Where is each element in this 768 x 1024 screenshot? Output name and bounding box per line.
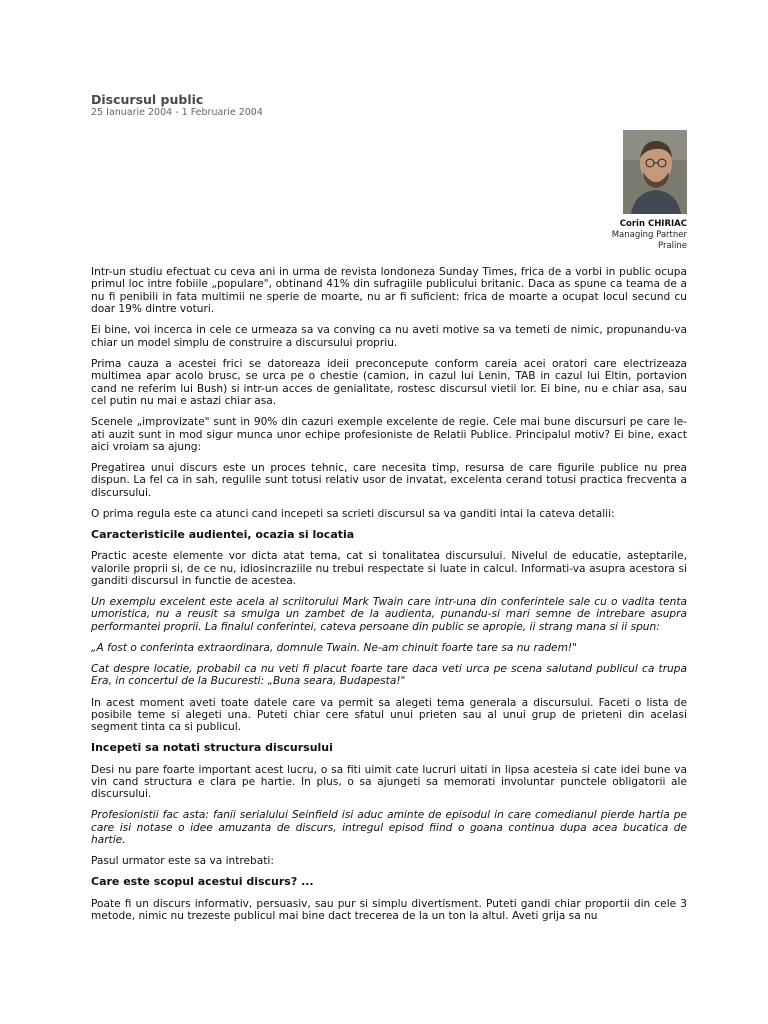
author-name: Corin CHIRIAC: [619, 219, 687, 229]
paragraph: Pasul urmator este sa va intrebati:: [91, 855, 274, 868]
author-company: Praline: [657, 241, 687, 251]
paragraph: Pregatirea unui discurs este un proces tehnic, care necesita timp, resursa de care figurile publice nu prea dispun. La fel ca in sah, regulile sunt totusi relativ usor de invatat, excelenta cerand totusi practica frecventa a discursului.: [91, 462, 687, 499]
paragraph: Ei bine, voi incerca in cele ce urmeaza sa va conving ca nu aveti motive sa va temeti de nimic, propunandu-va chiar un model simplu de construire a discursului propriu.: [91, 324, 687, 349]
section-heading: Care este scopul acestui discurs? ...: [91, 875, 314, 889]
paragraph: Poate fi un discurs informativ, persuasiv, sau pur si simplu divertisment. Puteti gandi chiar proportii din cele 3 metode, nimic nu trezeste publicul mai bine dact trecerea de la un ton la altul. Aveti grija sa nu: [91, 897, 687, 922]
paragraph: Intr-un studiu efectuat cu ceva ani in urma de revista londoneza Sunday Times, frica de a vorbi in public ocupa primul loc intre fobiile „populare", obtinand 41% din sufragiile publicului britanic. Daca as spune ca teama de a nu fi penibili in fata multimii ne sperie de moarte, nu ar fi suficient: frica de moarte a ocupat locul secund cu doar 19% dintre voturi.: [91, 266, 687, 316]
date-range: 25 Ianuarie 2004 - 1 Februarie 2004: [91, 107, 263, 118]
page-title: Discursul public: [91, 92, 204, 107]
section-heading: Incepeti sa notati structura discursului: [91, 741, 333, 755]
example-paragraph: Un exemplu excelent este acela al scriitorului Mark Twain care intr-una din conferintele sale cu o vadita tenta umoristica, nu a reusit sa smulga un zambet de la audienta, punandu-si mari semne de intrebare asupra performantei proprii. La finalul conferintei, cateva persoane din public se apropie, ii strang mana si ii spun:: [91, 596, 687, 633]
section-heading: Caracteristicile audientei, ocazia si locatia: [91, 528, 355, 542]
author-role: Managing Partner: [611, 230, 687, 240]
author-card: [567, 130, 687, 252]
article: [91, 92, 687, 922]
portrait-icon: [623, 130, 687, 214]
paragraph: Practic aceste elemente vor dicta atat tema, cat si tonalitatea discursului. Nivelul de educatie, asteptarile, valorile proprii si, de ce nu, idiosincraziile nu trebui respectate si luate in calcul. Informati-va asupra acestora si ganditi discursul in functie de acestea.: [91, 550, 687, 587]
paragraph: Desi nu pare foarte important acest lucru, o sa fiti uimit cate lucruri uitati in lipsa acesteia si cate idei bune va vin cand structura e clara pe hartie. In plus, o sa ajungeti sa memorati involuntar punctele obligatorii ale discursului.: [91, 763, 687, 801]
author-photo: [623, 130, 687, 214]
paragraph: Prima cauza a acestei frici se datoreaza ideii preconcepute conform careia acei oratori care electrizeaza multimea apar acolo brusc, se urca pe o chestie (camion, in cazul lui Lenin, TAB in cazul lui Eltin, portavion cand ne referim lui Bush) si intr-un acces de genialitate, rostesc discursul vietii lor. Ei bine, nu e chiar asa, sau cel putin nu mai e astazi chiar asa.: [91, 357, 687, 408]
example-paragraph: Cat despre locatie, probabil ca nu veti fi placut foarte tare daca veti urca pe scena salutand publicul ca trupa Era, in concertul de la Bucuresti: „Buna seara, Budapesta!": [91, 663, 687, 688]
paragraph: O prima regula este ca atunci cand incepeti sa scrieti discursul sa va ganditi intai la cateva detalii:: [91, 507, 615, 520]
article-body: [91, 266, 687, 931]
paragraph: Scenele „improvizate" sunt in 90% din cazuri exemple excelente de regie. Cele mai bune discursuri pe care le-ati auzit sunt in mod sigur munca unor echipe profesioniste de Relatii Publice. Principalul motiv? Ei bine, exact aici vroiam sa ajung:: [91, 416, 687, 453]
example-paragraph: Profesionistii fac asta: fanii serialului Seinfield isi aduc aminte de episodul in care comedianul pierde hartia pe care isi notase o idee amuzanta de discurs, intregul episod fiind o goana continua dupa acea bucatica de hartie.: [91, 809, 687, 847]
quote-paragraph: „A fost o conferinta extraordinara, domnule Twain. Ne-am chinuit foarte tare sa nu radem!": [91, 641, 578, 654]
paragraph: In acest moment aveti toate datele care va permit sa alegeti tema generala a discursului. Faceti o lista de posibile teme si alegeti una. Puteti chiar cere sfatul unui prieten sau al unui grup de prieteni din acelasi segment tinta ca si publicul.: [91, 696, 687, 734]
